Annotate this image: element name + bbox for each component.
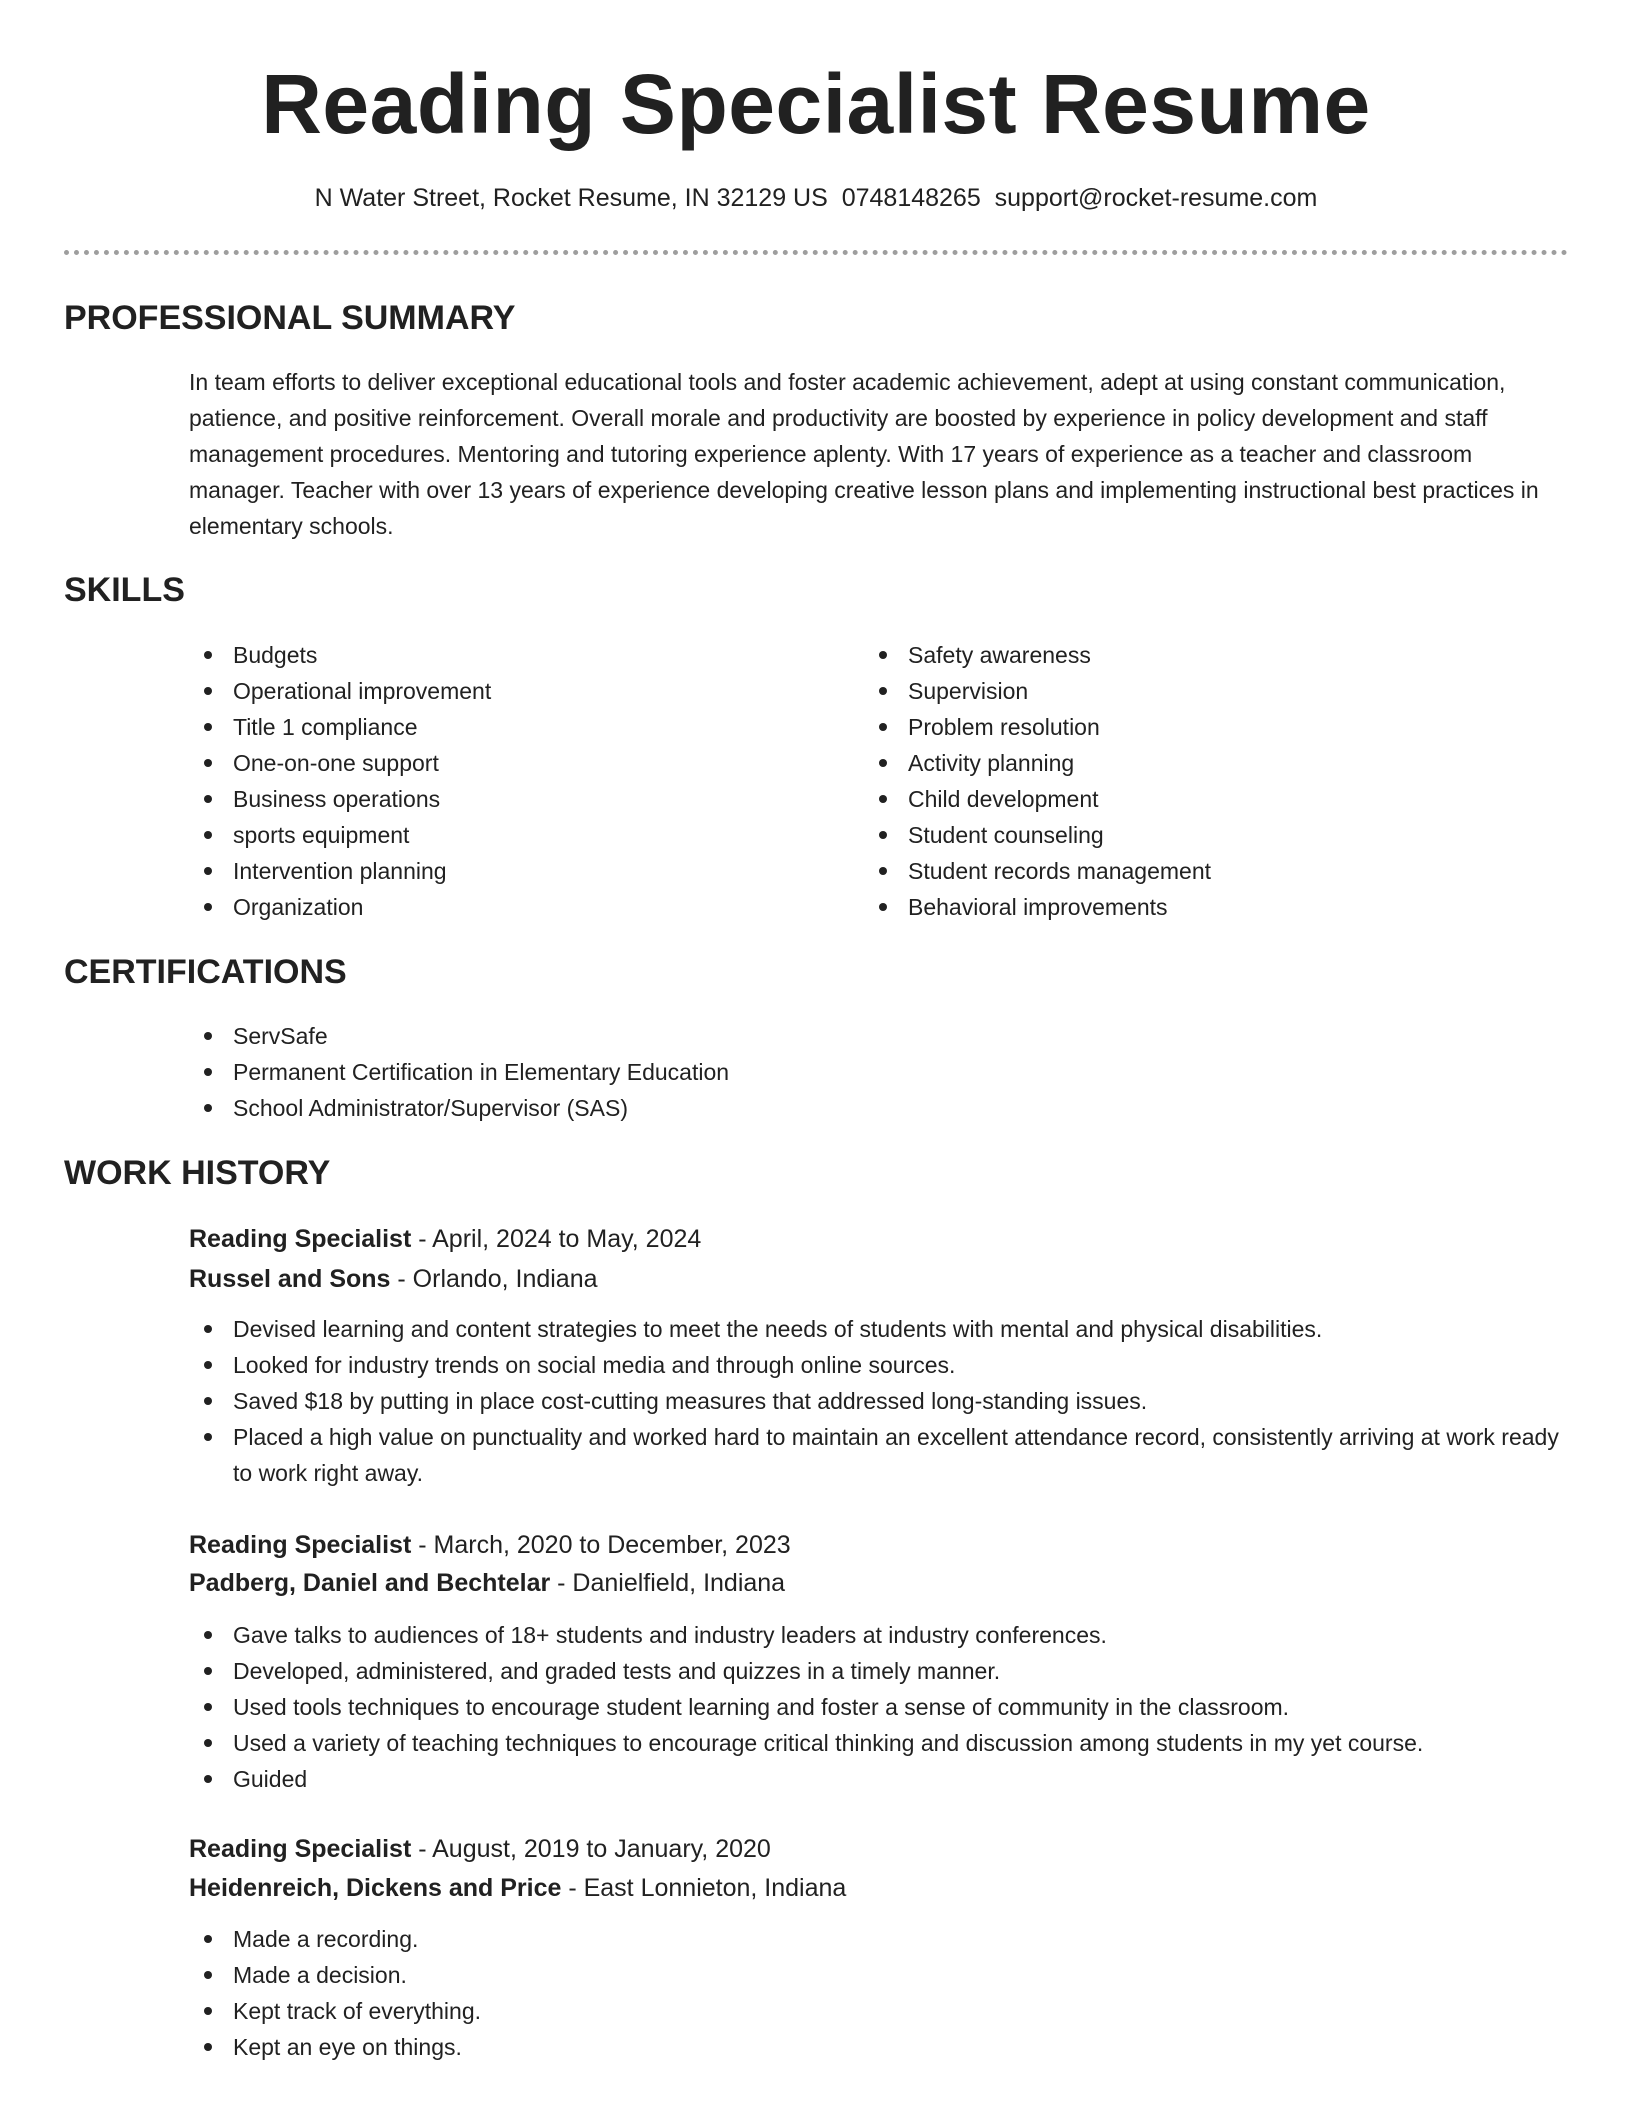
- contact-email: support@rocket-resume.com: [994, 184, 1318, 212]
- job-title-line: [189, 1829, 771, 1869]
- job-bullet: Kept an eye on things.: [189, 2029, 1569, 2065]
- skill-item: One-on-one support: [189, 745, 829, 781]
- job-bullet: Used a variety of teaching techniques to encourage critical thinking and discussion among students in my yet course.: [189, 1725, 1569, 1761]
- job-bullet: Looked for industry trends on social media and through online sources.: [189, 1347, 1569, 1383]
- skills-list-left: [189, 637, 829, 925]
- contact-line: [0, 180, 1632, 216]
- certification-item: School Administrator/Supervisor (SAS): [189, 1090, 1489, 1126]
- skill-item: Intervention planning: [189, 853, 829, 889]
- job-title: Reading Specialist: [189, 1531, 412, 1559]
- job-bullets: [189, 1921, 1569, 2065]
- job-company-line: [189, 1563, 785, 1603]
- job-bullets: [189, 1617, 1569, 1797]
- skill-item: Activity planning: [864, 745, 1504, 781]
- job-location: - Danielfield, Indiana: [550, 1569, 786, 1597]
- contact-address: N Water Street, Rocket Resume, IN 32129 US: [314, 184, 828, 212]
- skill-item: Organization: [189, 889, 829, 925]
- job-title-line: [189, 1525, 791, 1565]
- job-bullet: Used tools techniques to encourage student learning and foster a sense of community in the classroom.: [189, 1689, 1569, 1725]
- job-bullet: Placed a high value on punctuality and worked hard to maintain an excellent attendance record, consistently arriving at work ready to work right away.: [189, 1419, 1569, 1491]
- summary-heading: PROFESSIONAL SUMMARY: [64, 299, 516, 337]
- job-title: Reading Specialist: [189, 1225, 412, 1253]
- job-title: Reading Specialist: [189, 1835, 412, 1863]
- skill-item: sports equipment: [189, 817, 829, 853]
- job-bullets: [189, 1311, 1569, 1491]
- job-dates: - April, 2024 to May, 2024: [411, 1225, 702, 1253]
- job-company-line: [189, 1868, 846, 1908]
- job-dates: - March, 2020 to December, 2023: [411, 1531, 791, 1559]
- job-bullet: Developed, administered, and graded tests and quizzes in a timely manner.: [189, 1653, 1569, 1689]
- skill-item: Safety awareness: [864, 637, 1504, 673]
- certification-item: ServSafe: [189, 1018, 1489, 1054]
- job-company: Padberg, Daniel and Bechtelar: [189, 1569, 551, 1597]
- skill-item: Business operations: [189, 781, 829, 817]
- job-dates: - August, 2019 to January, 2020: [411, 1835, 771, 1863]
- job-company: Russel and Sons: [189, 1265, 391, 1293]
- skill-item: Behavioral improvements: [864, 889, 1504, 925]
- skill-item: Student counseling: [864, 817, 1504, 853]
- skill-item: Child development: [864, 781, 1504, 817]
- resume-title: Reading Specialist Resume: [261, 57, 1371, 151]
- job-location: - Orlando, Indiana: [390, 1265, 598, 1293]
- job-bullet: Made a recording.: [189, 1921, 1569, 1957]
- skill-item: Title 1 compliance: [189, 709, 829, 745]
- header-divider: [64, 250, 1568, 255]
- skill-item: Budgets: [189, 637, 829, 673]
- contact-phone: 0748148265: [841, 184, 981, 212]
- work-history-heading: WORK HISTORY: [64, 1154, 331, 1192]
- job-company: Heidenreich, Dickens and Price: [189, 1874, 562, 1902]
- job-bullet: Gave talks to audiences of 18+ students and industry leaders at industry conferences.: [189, 1617, 1569, 1653]
- skill-item: Supervision: [864, 673, 1504, 709]
- job-company-line: [189, 1259, 598, 1299]
- certifications-list: [189, 1018, 1489, 1126]
- skill-item: Student records management: [864, 853, 1504, 889]
- job-title-line: [189, 1219, 701, 1259]
- job-location: - East Lonnieton, Indiana: [561, 1874, 847, 1902]
- certifications-heading: CERTIFICATIONS: [64, 953, 347, 991]
- job-bullet: Kept track of everything.: [189, 1993, 1569, 2029]
- job-bullet: Guided: [189, 1761, 1569, 1797]
- job-bullet: Made a decision.: [189, 1957, 1569, 1993]
- skill-item: Operational improvement: [189, 673, 829, 709]
- certification-item: Permanent Certification in Elementary Education: [189, 1054, 1489, 1090]
- skills-list-right: [864, 637, 1504, 925]
- summary-text: In team efforts to deliver exceptional educational tools and foster academic achievement, adept at using constant communication, patience, and positive reinforcement. Overall morale and productivity are boosted by experience in policy development and staff management procedures. Mentoring and tutoring experience aplenty. With 17 years of experience as a teacher and classroom manager. Teacher with over 13 years of experience developing creative lesson plans and implementing instructional best practices in elementary schools.: [189, 369, 1539, 539]
- job-bullet: Devised learning and content strategies to meet the needs of students with mental and physical disabilities.: [189, 1311, 1569, 1347]
- skills-heading: SKILLS: [64, 571, 185, 609]
- job-bullet: Saved $18 by putting in place cost-cutting measures that addressed long-standing issues.: [189, 1383, 1569, 1419]
- skill-item: Problem resolution: [864, 709, 1504, 745]
